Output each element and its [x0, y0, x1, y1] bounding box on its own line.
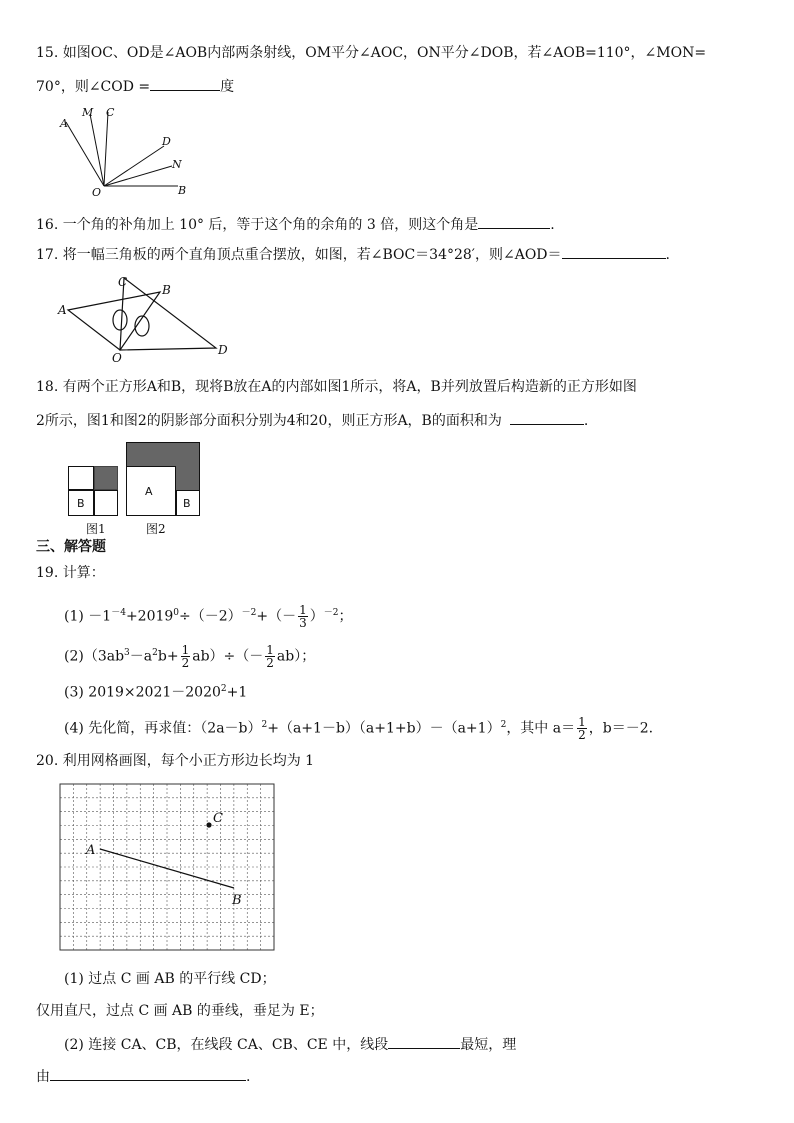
- p3-exp: 2: [220, 684, 227, 694]
- ray-OA: [66, 122, 104, 186]
- label-B: B: [178, 184, 187, 197]
- section-heading: 三、解答题: [36, 539, 106, 555]
- fraction-numerator: 1: [266, 643, 274, 658]
- q20-part1b: 仅用直尺，过点 C 画 AB 的垂线，垂足为 E；: [36, 1003, 324, 1019]
- fraction-numerator: 1: [578, 715, 586, 730]
- p4-text: (4) 先化简，再求值：（2a－b）: [64, 720, 262, 737]
- fig1-caption: 图1: [86, 522, 106, 536]
- p4-text: ，其中 a＝: [506, 720, 576, 737]
- q19-part1: [64, 598, 353, 631]
- q15-answer-blank[interactable]: [150, 76, 220, 91]
- ray-ON: [104, 166, 172, 186]
- fig2-caption: 图2: [146, 522, 166, 536]
- label-C: C: [118, 275, 128, 289]
- p2-text: －a: [129, 648, 153, 665]
- fig1-cell: [68, 466, 94, 490]
- q19-title: 19. 计算：: [36, 565, 105, 581]
- q17-text: 17. 将一幅三角板的两个直角顶点重合摆放，如图，若∠BOC＝34°28′，则∠AOD＝: [36, 247, 562, 263]
- label-C: C: [106, 106, 115, 119]
- p2-text: 最短，理: [460, 1037, 517, 1053]
- label-D: D: [162, 135, 171, 148]
- q20-part1: (1) 过点 C 画 AB 的平行线 CD；: [64, 971, 276, 987]
- p4-exp: 2: [500, 720, 507, 730]
- p3-text: +1: [226, 684, 248, 701]
- q20-answer-blank[interactable]: [388, 1034, 460, 1049]
- label-A: A: [60, 117, 68, 130]
- p1-text: +（－: [256, 608, 297, 625]
- q18-figure1: [68, 466, 118, 516]
- fraction-numerator: 1: [181, 643, 190, 658]
- p2-text: (2)（3ab: [64, 648, 125, 665]
- q18-answer-blank[interactable]: [510, 410, 584, 425]
- q18-suffix: .: [583, 413, 589, 429]
- fraction: [181, 644, 191, 669]
- label-D: D: [218, 343, 228, 357]
- p1-text: ；: [338, 608, 353, 625]
- q17-answer-blank[interactable]: [562, 244, 666, 259]
- q16-suffix: .: [550, 217, 555, 233]
- reason-suffix: .: [246, 1069, 251, 1085]
- q20-title: 20. 利用网格画图，每个小正方形边长均为 1: [36, 753, 315, 769]
- p4-exp: 2: [261, 720, 268, 730]
- fraction-numerator: 1: [299, 603, 307, 618]
- fraction-denominator: 3: [299, 616, 307, 631]
- q15-line2: [36, 76, 234, 96]
- reason-label: 由: [36, 1069, 50, 1085]
- q15-line2-prefix: 70°，则∠COD =: [36, 79, 151, 95]
- q16-text: 16. 一个角的补角加上 10° 后，等于这个角的余角的 3 倍，则这个角是: [36, 217, 479, 233]
- fraction-denominator: 2: [181, 656, 190, 671]
- ray-OC: [104, 112, 108, 186]
- fraction-denominator: 2: [578, 728, 586, 743]
- q17: [36, 244, 670, 264]
- label-O: O: [92, 186, 102, 199]
- right-angle-circle-1: [113, 310, 127, 330]
- q18-line1: 18. 有两个正方形A和B，现将B放在A的内部如图1所示，将A，B并列放置后构造新的正方形如图: [36, 379, 637, 395]
- q18-line2-text: 2所示，图1和图2的阴影部分面积分别为4和20，则正方形A，B的面积和为: [36, 413, 502, 429]
- p1-text: +2019: [125, 608, 174, 625]
- p2-text: b+: [157, 648, 179, 665]
- label-A: A: [86, 843, 96, 858]
- shaded-corner: [94, 466, 118, 490]
- q15-line1: 15. 如图OC、OD是∠AOB内部两条射线，OM平分∠AOC，ON平分∠DOB，若∠AOB=110°，∠MON=: [36, 45, 707, 61]
- q17-triangle-figure: [54, 270, 244, 366]
- p2-text: ab）÷（－: [192, 648, 264, 665]
- label-B: B: [162, 283, 171, 297]
- p1-exp: －4: [111, 608, 126, 618]
- q20-grid-figure: [58, 782, 278, 954]
- segment-AB: [100, 849, 234, 888]
- label-A: A: [145, 485, 153, 498]
- q20-part2: [64, 1034, 516, 1054]
- q18-figure2: [126, 442, 200, 516]
- q16: [36, 214, 555, 234]
- q20-reason: [36, 1066, 250, 1086]
- ray-OD: [104, 146, 164, 186]
- p1-text: ÷（－2）: [179, 608, 242, 625]
- q15-angle-figure: [52, 100, 202, 200]
- p1-exp: －2: [323, 608, 339, 618]
- label-B: B: [232, 893, 242, 908]
- p1-exp: 0: [173, 608, 180, 618]
- fraction-denominator: 2: [266, 656, 274, 671]
- q18-line2: [36, 410, 588, 430]
- p2-exp: 3: [124, 648, 130, 658]
- p3-text: (3) 2019×2021－2020: [64, 684, 221, 701]
- q19-part2: [64, 638, 316, 671]
- triangle-AOB: [68, 292, 160, 350]
- p2-text: (2) 连接 CA、CB，在线段 CA、CB、CE 中，线段: [64, 1037, 389, 1053]
- label-M: M: [82, 106, 94, 119]
- label-A: A: [58, 303, 67, 317]
- q19-part4: [64, 708, 653, 742]
- p4-text: +（a+1－b）（a+1+b）－（a+1）: [267, 720, 501, 737]
- q19-part3: [64, 680, 247, 702]
- p1-text: ）: [309, 608, 324, 625]
- q20-reason-blank[interactable]: [50, 1066, 246, 1081]
- point-C: [206, 822, 211, 827]
- p1-exp: －2: [241, 608, 257, 618]
- q16-answer-blank[interactable]: [478, 214, 550, 229]
- p1-text: (1) －1: [64, 608, 112, 625]
- ray-OM: [90, 114, 104, 186]
- p2-exp: 2: [152, 648, 158, 658]
- fig1-cell: [94, 490, 118, 516]
- q17-suffix: .: [665, 247, 670, 263]
- q15-line2-suffix: 度: [220, 79, 235, 95]
- fraction: [265, 644, 275, 669]
- label-N: N: [172, 158, 182, 171]
- label-O: O: [112, 351, 122, 365]
- fraction: [298, 604, 308, 629]
- label-C: C: [213, 811, 223, 826]
- label-B: B: [77, 497, 85, 510]
- fraction: [577, 716, 587, 741]
- label-B: B: [183, 497, 191, 510]
- p4-text: ，b＝－2.: [588, 720, 654, 737]
- p2-text: ab）；: [276, 648, 316, 665]
